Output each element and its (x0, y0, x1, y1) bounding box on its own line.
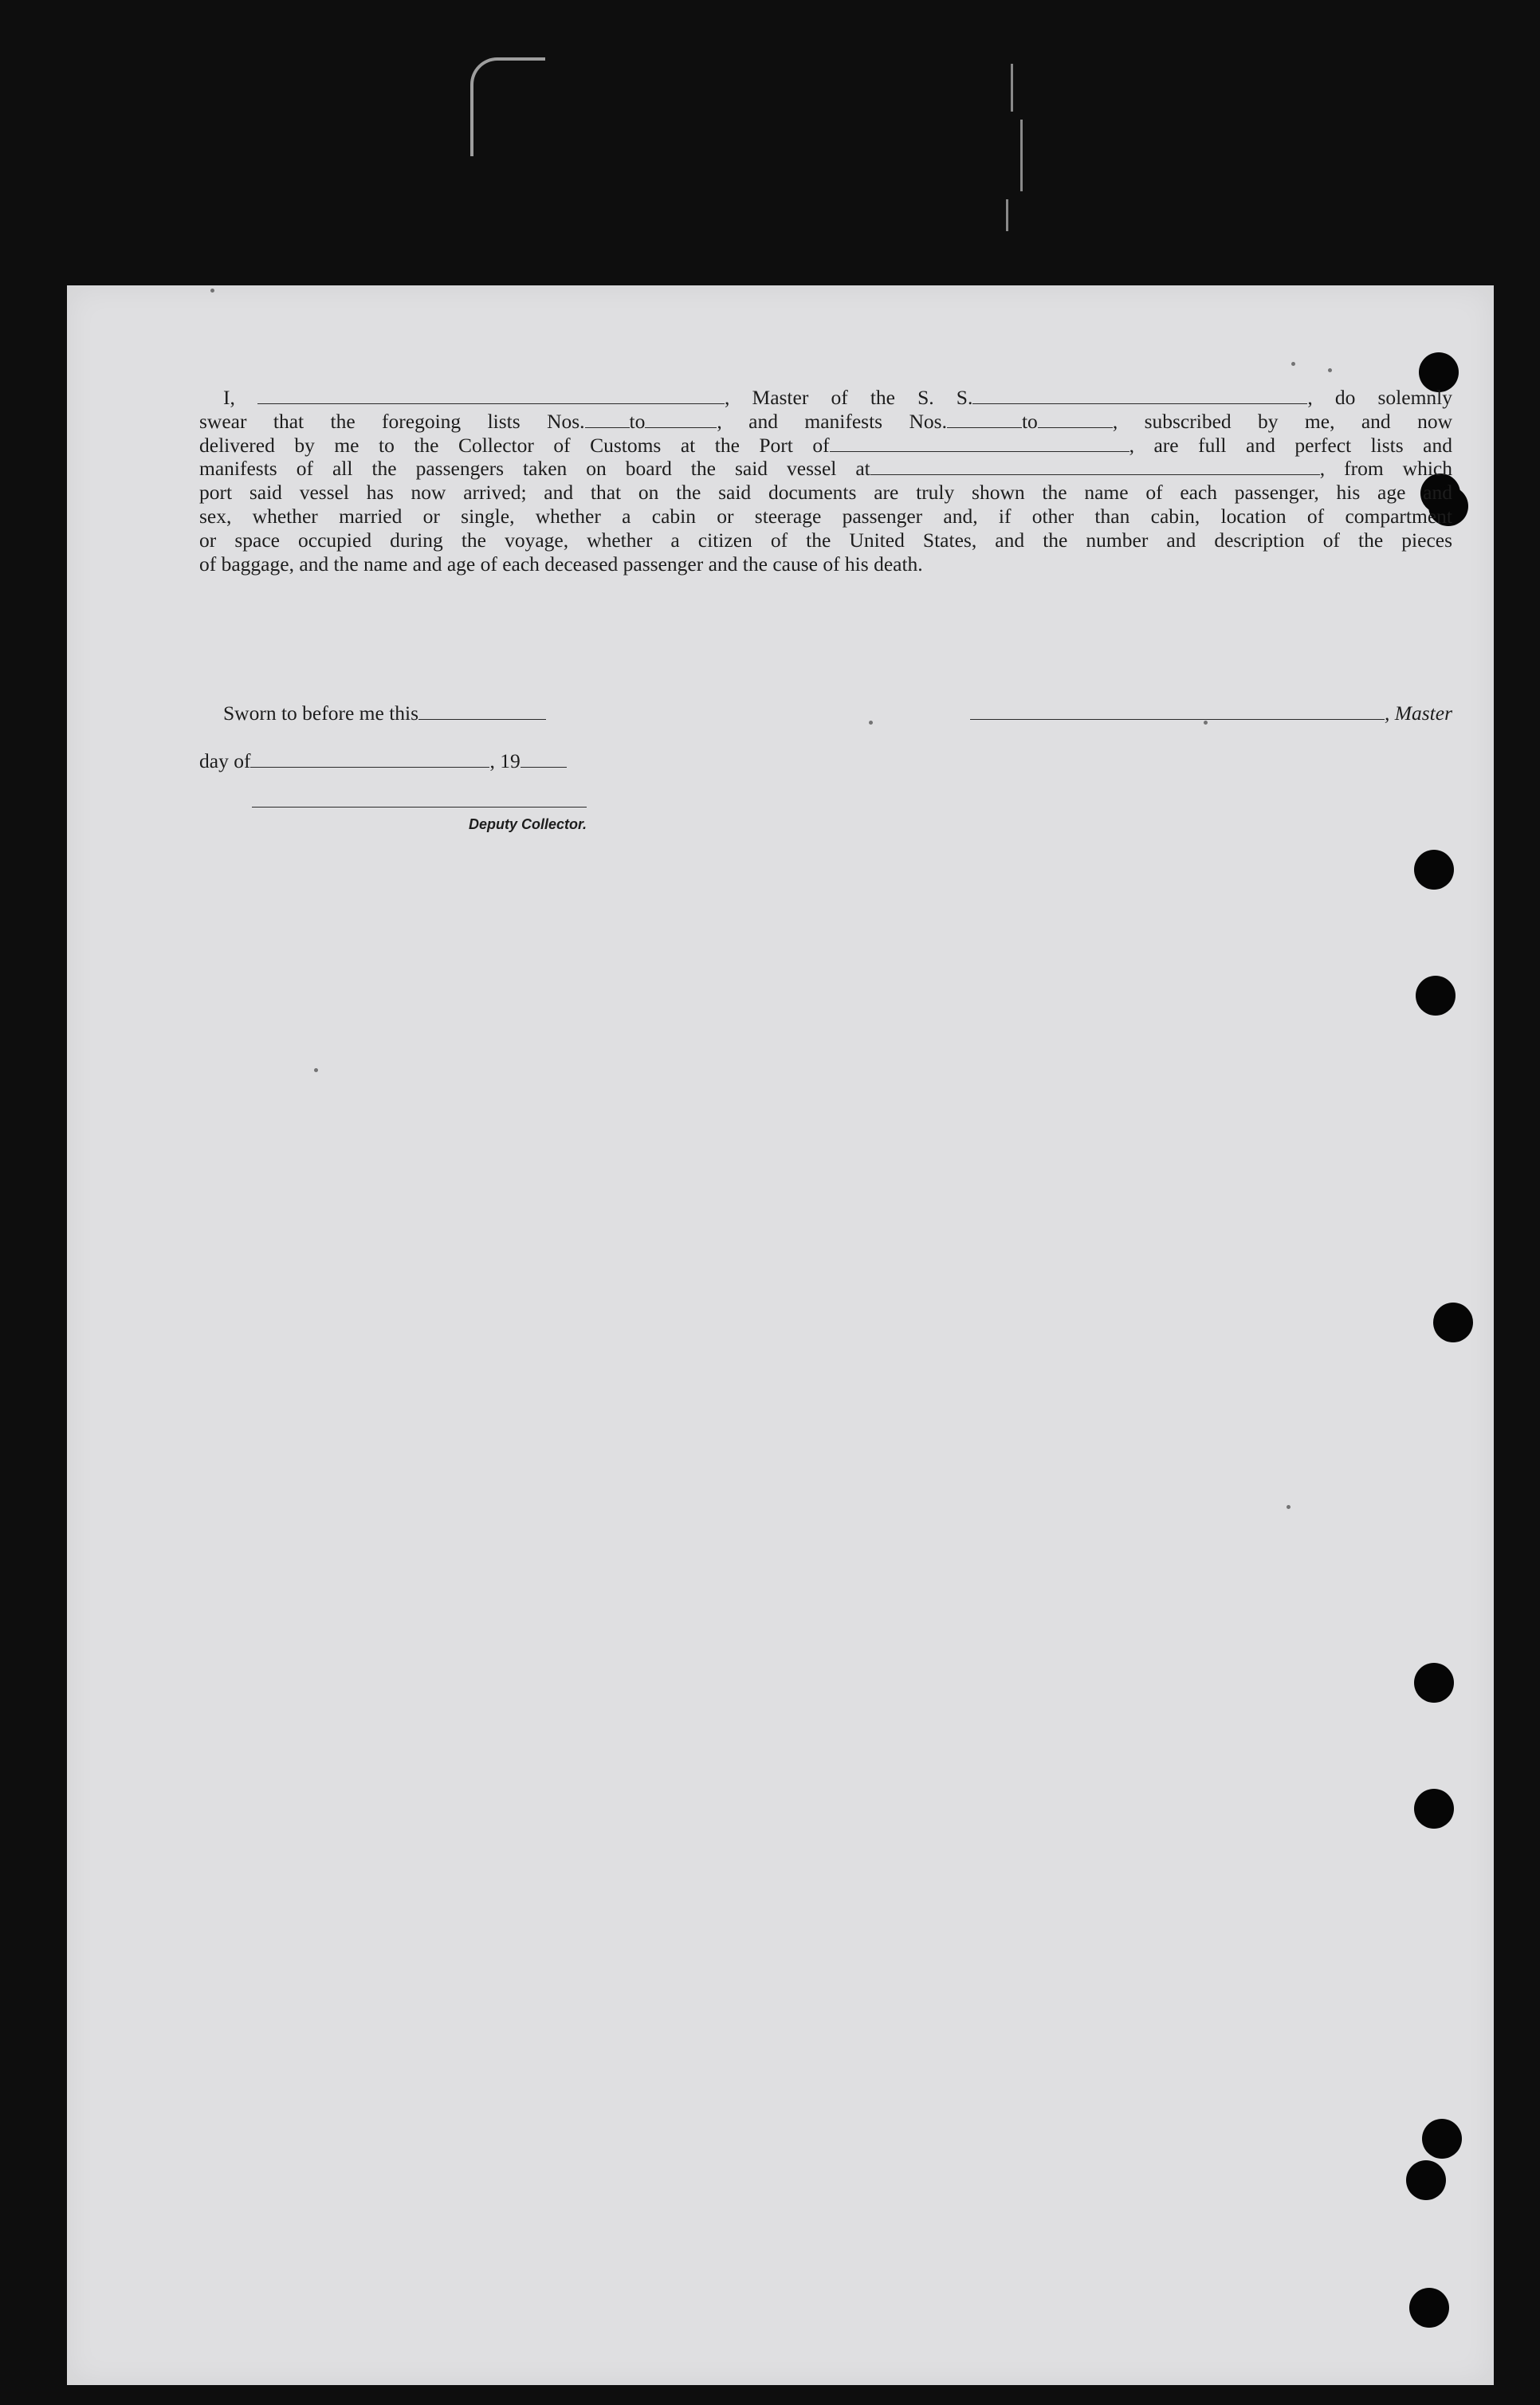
oath-line-2 (199, 410, 1452, 434)
oath-line-5: port said vessel has now arrived; and that on the said documents are truly shown the name of each passenger, his age and (199, 481, 1452, 505)
vessel-port-blank (870, 458, 1320, 475)
scan-scratch (1011, 64, 1013, 112)
oath-paragraph (199, 386, 1452, 576)
oath-line-3 (199, 434, 1452, 458)
oath-intro: I, (223, 386, 235, 409)
manifest-to-blank (1038, 411, 1113, 428)
scan-scratch (1006, 199, 1008, 231)
subscribed-label: , subscribed by me, and now (1112, 409, 1452, 433)
speck (314, 1068, 318, 1072)
oath-line-7: or space occupied during the voyage, whether a citizen of the United States, and the number and description of the pieces (199, 528, 1452, 552)
solemnly-label: , do solemnly (1307, 386, 1453, 409)
ship-name-blank (972, 387, 1307, 404)
punch-hole (1406, 2160, 1446, 2200)
speck (1328, 368, 1332, 372)
punch-hole (1422, 2119, 1462, 2159)
oath-line-1 (199, 386, 1452, 410)
master-of-label: , Master of the S. S. (725, 386, 973, 409)
manifests-all-label: manifests of all the passengers taken on board the said vessel at (199, 457, 870, 481)
sworn-left (223, 701, 546, 725)
deputy-signature-line (252, 807, 587, 808)
port-blank (830, 435, 1129, 452)
speck (1291, 362, 1295, 366)
year-label: , 19 (489, 749, 521, 772)
punch-hole (1433, 1303, 1473, 1342)
year-blank (521, 751, 567, 768)
punch-hole (1409, 2288, 1449, 2328)
oath-line-8: of baggage, and the name and age of each deceased passenger and the cause of his death. (199, 552, 923, 576)
month-blank (250, 751, 489, 768)
master-name-blank (257, 387, 725, 404)
master-signature-blank (970, 703, 1385, 720)
manifests-label: , and manifests Nos. (717, 409, 947, 433)
day-of-label: day of (199, 749, 251, 772)
punch-hole (1414, 1789, 1454, 1829)
sworn-label: Sworn to before me this (223, 701, 419, 725)
manifest-from-blank (947, 411, 1022, 428)
master-signature (970, 701, 1452, 725)
document-page (67, 285, 1494, 2385)
oath-form (199, 386, 1453, 832)
punch-hole (1414, 850, 1454, 890)
oath-line-6: sex, whether married or single, whether a cabin or steerage passenger and, if other than cabin, location of compartment (199, 504, 1452, 528)
punch-hole (1414, 1663, 1454, 1703)
deputy-collector-label: Deputy Collector. (468, 816, 587, 832)
oath-line-4 (199, 457, 1452, 481)
sworn-day-blank (418, 703, 546, 720)
speck (1287, 1505, 1291, 1509)
full-lists-label: , are full and perfect lists and (1129, 433, 1452, 457)
list-to-blank (645, 411, 717, 428)
master-signature-label: , Master (1385, 701, 1452, 725)
day-row (199, 749, 567, 773)
speck (869, 721, 873, 725)
to-label: to (629, 409, 646, 433)
delivered-label: delivered by me to the Collector of Customs at the Port of (199, 433, 830, 457)
scan-scratch (1020, 120, 1023, 191)
lists-label: swear that the foregoing lists Nos. (199, 409, 585, 433)
from-which-label: , from which (1319, 457, 1452, 481)
to-label: to (1021, 409, 1038, 433)
punch-hole (1416, 976, 1456, 1016)
scan-edge-curl (470, 57, 545, 156)
list-from-blank (585, 411, 630, 428)
speck (210, 289, 214, 293)
